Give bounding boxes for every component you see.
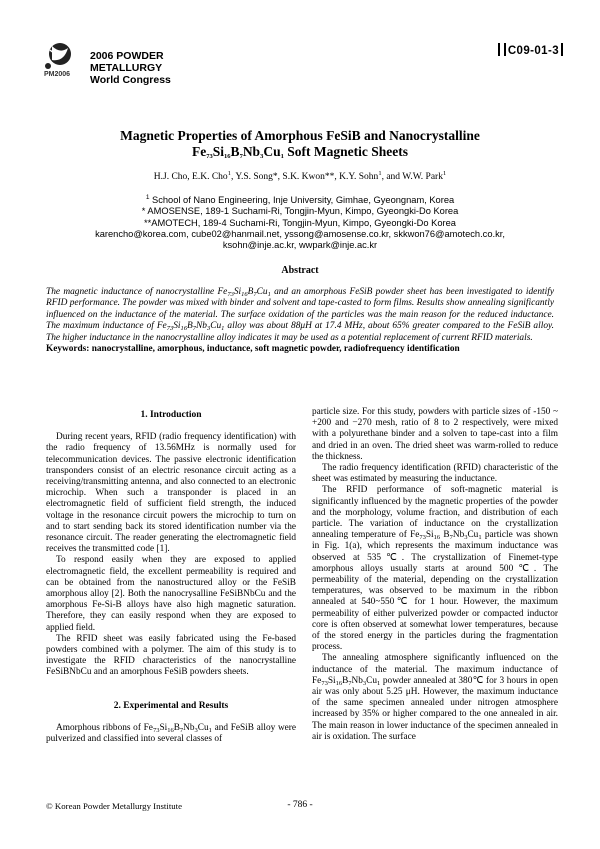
paragraph: To respond easily when they are exposed to applied electromagnetic field, the excellent permeability is required and can be obtained from the nanostructured alloy or the FeSiB amorphous alloy [2]. Both the nanocrysalline FeSiBNbCu and the amorphous Fe-Si-B alloys have also high magnetic saturation. Therefore, they can easily respond when they are exposed to applied field. bbox=[46, 555, 296, 633]
copyright-footer: © Korean Powder Metallurgy Institute bbox=[46, 801, 183, 811]
conference-line-2: World Congress bbox=[90, 74, 171, 86]
conference-name bbox=[90, 50, 198, 86]
section-heading-experimental: 2. Experimental and Results bbox=[113, 700, 229, 711]
paragraph: The radio frequency identification (RFID) characteristic of the sheet was estimated by measuring the inductance. bbox=[312, 463, 558, 485]
paragraph: Amorphous ribbons of $Fe_{73}Si_{16}B_7Nb_3Cu_1$ and FeSiB alloy were pulverized and classified into several classes of bbox=[46, 722, 297, 745]
author-list: H.J. Cho, E.K. Cho$^1$, Y.S. Song*, S.K. Kwon**, K.Y. Sohn$^1$, and W.W. Park$^1$ bbox=[153, 169, 447, 182]
paragraph: The RFID sheet was easily fabricated using the Fe-based powders combined with a polymer. The aim of this study is to investigate the RFID characteristics of the nanocrystalline FeSiBNbCu and an amorphous FeSiB powders sheets. bbox=[46, 633, 296, 678]
paragraph: The annealing atmosphere significantly influenced on the inductance of the material. The maximum inductance of $Fe_{73}Si_{16}B_7Nb_3Cu_1$ powder annealed at 380℃ for 3 hours in open air was only about 5.25 μH. However, the maximum inductance of the same specimen annealed under nitrogen atmosphere increased by 35% or higher compared to the one annealed in air. The main reason in lower inductance of the specimen annealed in air is oxidation. The surface bbox=[312, 653, 558, 742]
page-number: - 786 - bbox=[287, 800, 313, 810]
paragraph: The RFID performance of soft-magnetic material is significantly influenced by the magnetic properties of the powder and the morphology, volume fraction, and distribution of each particle. The variation of inductance on the crystallization annealing temperature of $Fe_{73}Si_{16}$ $B_7Nb_3Cu_1$ particle was shown in Fig. 1(a), which represents the maximum inductance was observed at 535℃. The crystallization of Finemet-type amorphous alloys usually starts at around 500℃. The permeability of the material, depending on the crystallization temperatures, was observed to be maximum in the ribbon annealed at 540~550℃ for 1 hour. However, the maximum permeability of either pulverized powder or compacted inductor core is often observed at somewhat lower temperatures, because of the stored energy in the particles during the fragmentation process. bbox=[312, 485, 558, 653]
paragraph: particle size. For this study, powders with particle sizes of -150 ~ +200 and −270 mesh, ratio of 8 to 2 respectively, were mixed with a polyurethane binder and a solven to tape-cast into a film and dried in an oven. The dried sheet was warm-rolled to reduce the thickness. bbox=[312, 407, 558, 462]
email-line: ksohn@inje.ac.kr, wwpark@inje.ac.kr bbox=[222, 240, 378, 251]
title-line-1: Magnetic Properties of Amorphous FeSiB and Nanocrystalline bbox=[120, 128, 480, 143]
affiliation-line: $^1$ School of Nano Engineering, Inje University, Gimhae, Gyeongnam, Korea bbox=[145, 193, 455, 205]
title-line-2: $Fe_{73}Si_{16}B_7Nb_3Cu_1$ Soft Magnetic Sheets bbox=[192, 144, 408, 160]
section-heading-introduction: 1. Introduction bbox=[140, 410, 202, 420]
paper-code-text: C09-01-3 bbox=[507, 45, 559, 57]
paper-code bbox=[496, 43, 565, 57]
paper-title bbox=[40, 128, 560, 160]
keywords: Keywords: nanocrystalline, amorphous, inductance, soft magnetic powder, radiofrequency identification bbox=[46, 344, 460, 354]
affiliations bbox=[30, 195, 570, 251]
email-line: karencho@korea.com, cube02@hanmail.net, yssong@amosense.co.kr, skkwon76@amotech.co.kr, bbox=[95, 228, 505, 239]
conference-line-1: 2006 POWDER METALLURGY bbox=[90, 50, 164, 74]
abstract-body: The magnetic inductance of nanocrystalline $Fe_{73}Si_{16}B_7Cu_1$ and an amorphous FeSiB powder sheet has been investigated to identify RFID performance. The powder was mixed with binder and solvent and tape-casted to form films. Results show annealing significantly influenced on the inductance of the material. The surface oxidation of the particles was the main reason for the reduced inductance. The maximum inductance of $Fe_{73}Si_{16}B_7Nb_3Cu_1$ alloy was about 88μH at 17.4 MHz, about 65% greater compared to the FeSiB alloy. The higher inductance in the nanocrystalline alloy indicates it may be used as a potential replacement of current RFID materials. bbox=[46, 287, 555, 343]
logo-text: PM2006 bbox=[44, 71, 71, 78]
conference-header bbox=[38, 40, 198, 90]
affiliation-line: **AMOTECH, 189-4 Suchami-Ri, Tongjin-Myun, Kimpo, Gyeongki-Do Korea bbox=[144, 217, 456, 228]
abstract-heading: Abstract bbox=[281, 265, 319, 276]
affiliation-line: * AMOSENSE, 189-1 Suchami-Ri, Tongjin-Myun, Kimpo, Gyeongki-Do Korea bbox=[141, 206, 459, 217]
left-column bbox=[46, 410, 296, 745]
paragraph: During recent years, RFID (radio frequency identification) with the radio frequency of 13.56MHz is normally used for telecommunication devices. The passive electronic identification transponders consist of an electric resonance circuit acting as a receiving/transmitting antenna, and also connected to an electronic microchip. When such a transponder is placed in an electromagnetic field of sufficient field strength, the induced voltage in the resonance circuit powers the microchip to turn on and to start sending back its stored identification number via the resonance circuit. The reader generating the electromagnetic field receives the transmitted code [1]. bbox=[46, 432, 296, 555]
right-column bbox=[312, 407, 558, 743]
